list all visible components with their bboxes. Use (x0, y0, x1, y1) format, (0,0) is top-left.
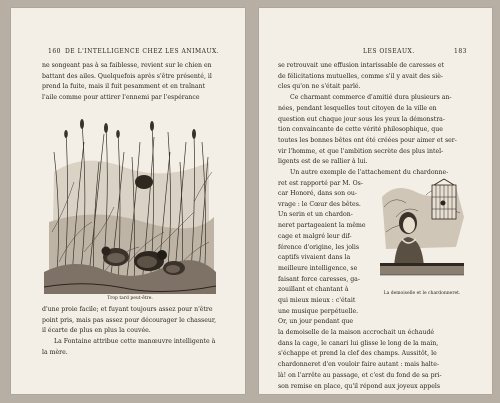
left-illustration-caption: Trop tard peut-être. (107, 296, 153, 301)
text-line: tion convaincante de cette vérité philosophique, que (278, 126, 443, 134)
girl-birdcage-engraving (376, 177, 468, 287)
text-line: La Fontaine attribue cette manœuvre intelligente à (54, 338, 216, 346)
text-line: toutes les bonnes bêtes ont été créées pour aimer et ser- (278, 136, 457, 144)
text-line: l'aile comme pour attirer l'ennemi par l'espérance (42, 94, 200, 102)
right-page (259, 8, 492, 394)
right-narrow-text (278, 189, 368, 328)
girl-and-cage-illustration (376, 177, 468, 287)
text-line: la mère. (42, 348, 68, 356)
text-line: la demoiselle de la maison accrochait un échaudé (278, 329, 435, 336)
right-top-text (278, 61, 468, 189)
text-line: se retrouvait une effusion intarissable de caresses et (278, 62, 445, 69)
text-line: chardonneret d'en vouloir faire autant : mais halte- (278, 361, 440, 369)
text-line: Ce charmant commerce d'amitié dura plusieurs an- (290, 94, 452, 102)
text-line: là! on l'arrête au passage, et c'est du fond de sa pri- (278, 371, 442, 379)
text-line: battant des ailes. Quelquefois après s'être présenté, il (42, 72, 212, 80)
right-page-number: 183 (454, 48, 467, 55)
right-running-title: LES OISEAUX. (363, 48, 415, 55)
text-line: zouillant et chantant à (278, 286, 349, 294)
right-illustration-caption: La demoiselle et le chardonneret. (383, 291, 461, 296)
text-line: nées, pendant lesquelles tout citoyen de la ville en (278, 104, 437, 112)
text-line: son remise en place, qu'il répond aux joyeux appels (278, 382, 441, 390)
left-page (11, 8, 245, 394)
text-line: ne songeant pas à sa faiblesse, revient sur le chien en (42, 62, 212, 69)
text-line: faisant force caresses, ga- (278, 275, 360, 283)
text-line: vrage : le Cœur des bêtes. (278, 200, 361, 208)
grass-and-birds-illustration (44, 112, 216, 294)
left-running-title: DE L'INTELLIGENCE CHEZ LES ANIMAUX. (65, 48, 220, 55)
text-line: ret est rapporté par M. Os- (278, 179, 363, 187)
text-line: meilleure intelligence, se (278, 264, 358, 272)
left-top-text (42, 61, 221, 104)
text-line: vir l'homme, et que l'ambition secrète des plus intel- (278, 147, 444, 155)
text-line: de félicitations mutuelles, comme s'il y avait des siè- (278, 72, 443, 80)
text-line: car Honoré, dans son ou- (278, 190, 357, 197)
text-line: une musique perpétuelle. (278, 307, 359, 315)
text-line: Un serin et un chardon- (278, 211, 353, 219)
text-line: prend la fuite, mais il fuit pesamment et en traînant (42, 83, 206, 91)
text-line: s'échappe et prend la clef des champs. Aussitôt, le (278, 350, 437, 358)
text-line: cage et malgré leur dif- (278, 232, 352, 240)
right-bottom-text (278, 328, 468, 392)
text-line: cles qu'on ne s'était parlé. (278, 83, 361, 91)
text-line: captifs vivaient dans la (278, 254, 351, 262)
text-line: point pris, mais pas assez pour décourager le chasseur, (42, 316, 217, 324)
text-line: il écarte de plus en plus la couvée. (42, 327, 151, 335)
left-page-number: 160 (48, 48, 61, 55)
text-line: d'une proie facile; et fuyant toujours assez pour n'être (42, 306, 213, 313)
birdcage-icon (432, 179, 456, 219)
text-line: question eut chaque jour sous les yeux la démonstra- (278, 115, 445, 123)
text-line: Or, un jour pendant que (278, 318, 354, 326)
text-line: neret partageaient la même (278, 222, 366, 230)
text-line: férence d'origine, les jolis (278, 243, 360, 251)
partridge-icon (163, 261, 185, 275)
text-line: ligents est de se rallier à lui. (278, 158, 368, 166)
left-bottom-text (42, 305, 221, 359)
text-line: qui mieux mieux : c'était (278, 297, 356, 305)
text-line: dans la cage, le canari lui glisse le long de la main, (278, 339, 439, 347)
text-line: Un autre exemple de l'attachement du chardonne- (290, 169, 449, 177)
partridge-engraving (44, 112, 216, 294)
